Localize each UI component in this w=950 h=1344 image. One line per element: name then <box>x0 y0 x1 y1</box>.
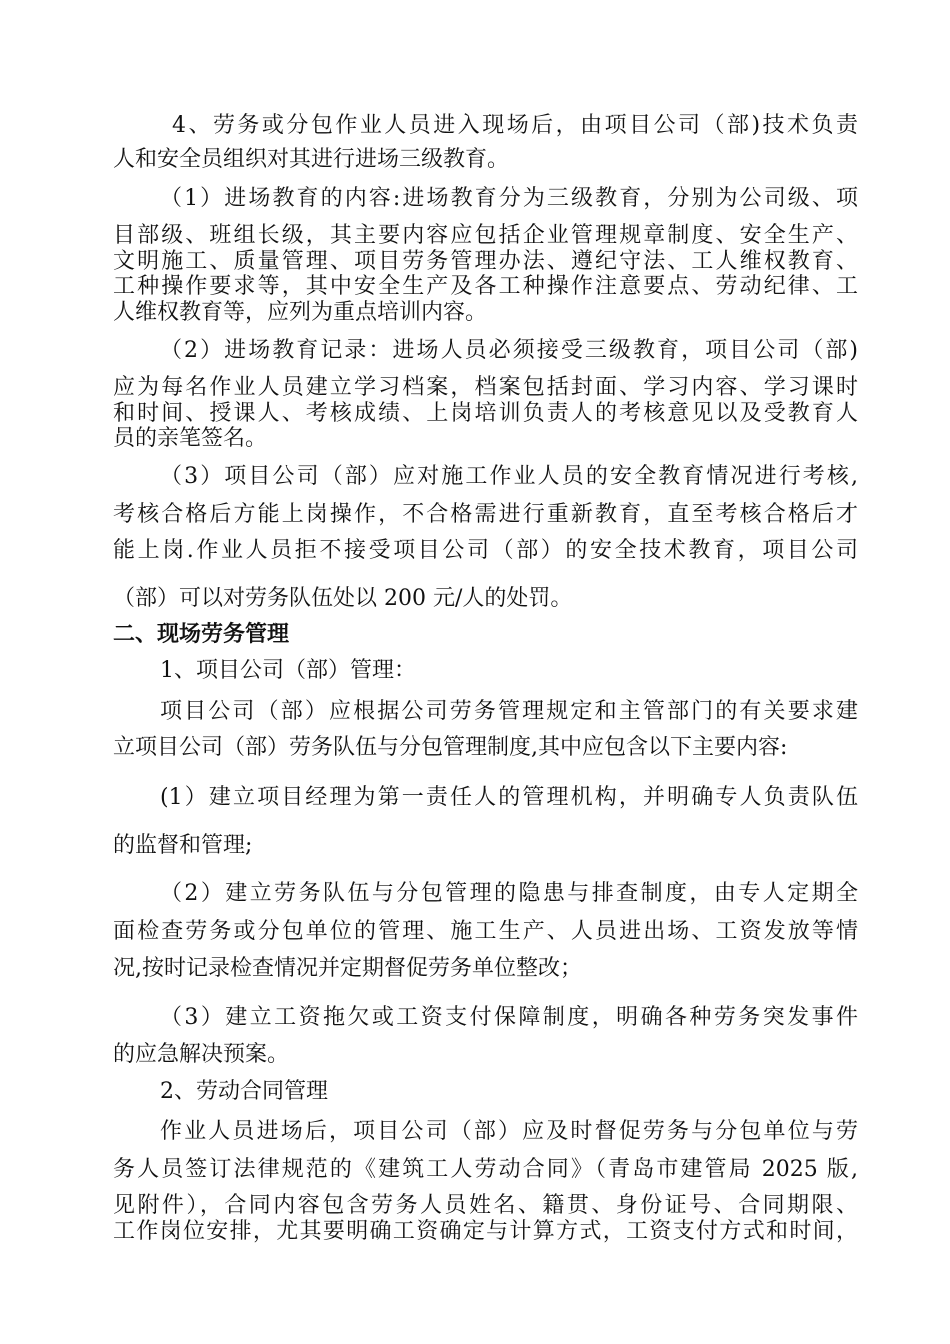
text-line: (1）建立项目经理为第一责任人的管理机构，并明确专人负责队伍 <box>160 785 858 810</box>
text-line: 见附件），合同内容包含劳务人员姓名、籍贯、身份证号、合同期限、 <box>113 1193 858 1218</box>
text-line: 况,按时记录检查情况并定期督促劳务单位整改； <box>113 956 582 981</box>
text-line: 和时间、授课人、考核成绩、上岗培训负责人的考核意见以及受教育人 <box>113 401 858 426</box>
text-line: 员的亲笔签名。 <box>113 426 268 451</box>
text-line: 务人员签订法律规范的《建筑工人劳动合同》（青岛市建管局 2025 版, <box>113 1157 858 1182</box>
text-line: （2）建立劳务队伍与分包管理的隐患与排查制度，由专人定期全 <box>160 881 858 906</box>
text-line: 项目公司（部）应根据公司劳务管理规定和主管部门的有关要求建 <box>160 699 858 724</box>
text-line: 的监督和管理; <box>113 833 253 858</box>
subsection-heading: 1、项目公司（部）管理： <box>160 658 416 683</box>
text-line: 能上岗.作业人员拒不接受项目公司（部）的安全技术教育，项目公司 <box>113 538 858 563</box>
text-line: 考核合格后方能上岗操作，不合格需进行重新教育，直至考核合格后才 <box>113 502 858 527</box>
text-line: 应为每名作业人员建立学习档案，档案包括封面、学习内容、学习课时 <box>113 375 858 400</box>
text-line: 人和安全员组织对其进行进场三级教育。 <box>113 147 510 172</box>
text-line: 立项目公司（部）劳务队伍与分包管理制度,其中应包含以下主要内容: <box>113 735 788 760</box>
text-line: 人维权教育等，应列为重点培训内容。 <box>113 300 488 325</box>
text-line: （3）项目公司（部）应对施工作业人员的安全教育情况进行考核, <box>160 464 858 489</box>
text-line: （3）建立工资拖欠或工资支付保障制度，明确各种劳务突发事件 <box>160 1005 858 1030</box>
text-line: 工作岗位安排，尤其要明确工资确定与计算方式，工资支付方式和时间， <box>113 1219 858 1244</box>
section-heading: 二、现场劳务管理 <box>113 622 290 647</box>
text-line: 作业人员进场后，项目公司（部）应及时督促劳务与分包单位与劳 <box>160 1119 858 1144</box>
text-line: 4、劳务或分包作业人员进入现场后，由项目公司（部)技术负责 <box>172 113 858 138</box>
text-line: 面检查劳务或分包单位的管理、施工生产、人员进出场、工资发放等情 <box>113 919 858 944</box>
text-line: （1）进场教育的内容:进场教育分为三级教育，分别为公司级、项 <box>160 186 858 211</box>
text-line: （部）可以对劳务队伍处以 200 元/人的处罚。 <box>113 586 573 611</box>
text-line: 的应急解决预案。 <box>113 1042 290 1067</box>
text-line: 目部级、班组长级，其主要内容应包括企业管理规章制度、安全生产、 <box>113 223 858 248</box>
text-line: 文明施工、质量管理、项目劳务管理办法、遵纪守法、工人维权教育、 <box>113 249 858 274</box>
subsection-heading: 2、劳动合同管理 <box>160 1079 328 1104</box>
text-line: （2）进场教育记录：进场人员必须接受三级教育，项目公司（部) <box>160 338 858 363</box>
text-line: 工种操作要求等，其中安全生产及各工种操作注意要点、劳动纪律、工 <box>113 274 858 299</box>
